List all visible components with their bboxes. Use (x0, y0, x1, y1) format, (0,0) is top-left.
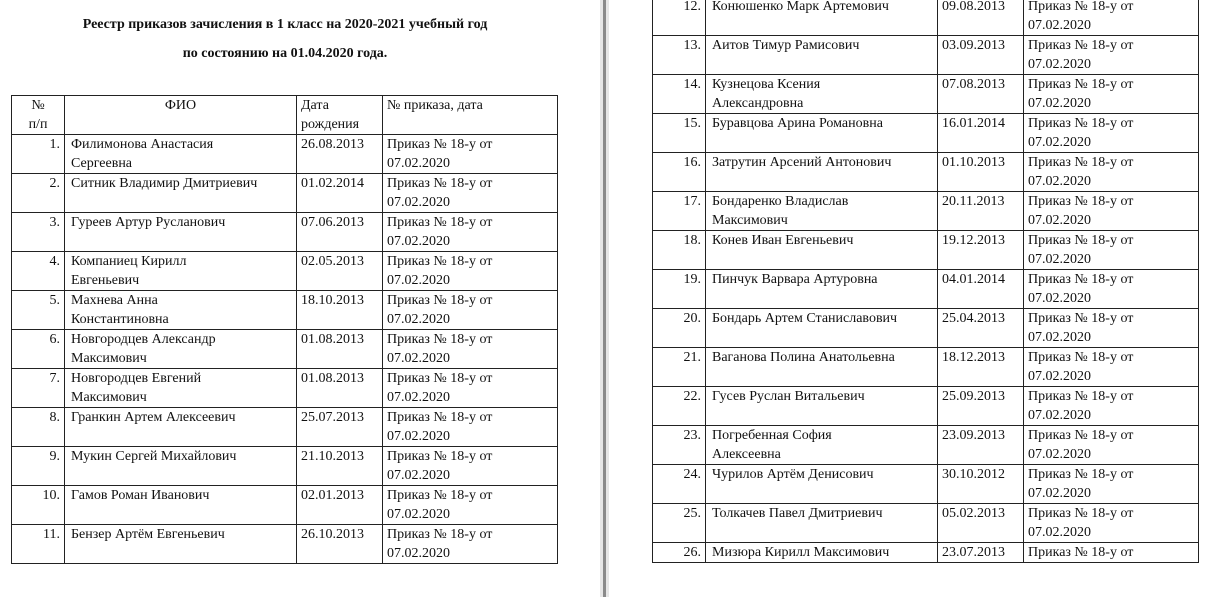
student-name-line: Евгеньевич (71, 273, 140, 288)
order-date: 07.02.2020 (387, 507, 450, 522)
student-name-line: Ваганова Полина Анатольевна (712, 350, 895, 365)
student-name (65, 447, 297, 486)
student-name-line: Чурилов Артём Денисович (712, 467, 874, 482)
birth-date: 01.08.2013 (297, 330, 383, 369)
header-birthdate-line1: Дата (301, 98, 329, 113)
order-number: Приказ № 18-у от (387, 371, 493, 386)
order-reference (1024, 231, 1199, 270)
student-name-line: Александровна (712, 96, 804, 111)
order-number: Приказ № 18-у от (387, 137, 493, 152)
order-number: Приказ № 18-у от (1028, 233, 1134, 248)
student-name-line: Сергеевна (71, 156, 133, 171)
order-date: 07.02.2020 (1028, 369, 1091, 384)
header-number-line1: № (31, 98, 45, 113)
order-reference (383, 291, 558, 330)
student-name-line: Мукин Сергей Михайлович (71, 449, 237, 464)
order-reference (1024, 426, 1199, 465)
student-name-line: Новгородцев Евгений (71, 371, 202, 386)
table-row (653, 153, 1199, 192)
student-name-line: Ситник Владимир Дмитриевич (71, 176, 258, 191)
birth-date: 19.12.2013 (938, 231, 1024, 270)
table-row (653, 387, 1199, 426)
header-birthdate (297, 96, 383, 135)
row-number: 6. (12, 330, 65, 369)
row-number: 10. (12, 486, 65, 525)
table-row (653, 426, 1199, 465)
row-number: 11. (12, 525, 65, 564)
table-row (12, 330, 558, 369)
student-name (65, 408, 297, 447)
student-name-line: Гранкин Артем Алексеевич (71, 410, 236, 425)
order-number: Приказ № 18-у от (387, 293, 493, 308)
birth-date: 21.10.2013 (297, 447, 383, 486)
order-reference (1024, 114, 1199, 153)
order-reference (1024, 387, 1199, 426)
student-name-line: Бензер Артём Евгеньевич (71, 527, 225, 542)
order-reference (1024, 348, 1199, 387)
student-name-line: Максимович (71, 351, 147, 366)
order-date: 07.02.2020 (387, 429, 450, 444)
student-name (706, 543, 938, 563)
row-number: 21. (653, 348, 706, 387)
student-name (65, 252, 297, 291)
order-date: 07.02.2020 (387, 234, 450, 249)
order-date: 07.02.2020 (1028, 135, 1091, 150)
birth-date: 07.06.2013 (297, 213, 383, 252)
page-divider (600, 0, 609, 597)
student-name (706, 75, 938, 114)
order-date: 07.02.2020 (1028, 96, 1091, 111)
row-number: 9. (12, 447, 65, 486)
table-row (12, 525, 558, 564)
table-row (12, 486, 558, 525)
student-name (706, 192, 938, 231)
order-date: 07.02.2020 (387, 546, 450, 561)
birth-date: 18.12.2013 (938, 348, 1024, 387)
table-row (653, 504, 1199, 543)
header-name: ФИО (65, 96, 297, 135)
birth-date: 09.08.2013 (938, 0, 1024, 36)
header-birthdate-line2: рождения (301, 117, 360, 132)
order-number: Приказ № 18-у от (1028, 77, 1134, 92)
birth-date: 16.01.2014 (938, 114, 1024, 153)
order-number: Приказ № 18-у от (1028, 428, 1134, 443)
student-name-line: Максимович (71, 390, 147, 405)
order-date: 07.02.2020 (387, 195, 450, 210)
order-number: Приказ № 18-у от (1028, 389, 1134, 404)
student-name (706, 231, 938, 270)
student-name (65, 291, 297, 330)
birth-date: 05.02.2013 (938, 504, 1024, 543)
student-name-line: Конев Иван Евгеньевич (712, 233, 854, 248)
student-name (706, 426, 938, 465)
row-number: 1. (12, 135, 65, 174)
row-number: 13. (653, 36, 706, 75)
order-reference (383, 447, 558, 486)
student-name-line: Махнева Анна (71, 293, 158, 308)
order-number: Приказ № 18-у от (1028, 467, 1134, 482)
order-reference (383, 135, 558, 174)
table-row (12, 252, 558, 291)
order-number: Приказ № 18-у от (387, 410, 493, 425)
table-row (653, 465, 1199, 504)
order-reference (383, 252, 558, 291)
student-name (706, 348, 938, 387)
birth-date: 25.07.2013 (297, 408, 383, 447)
row-number: 22. (653, 387, 706, 426)
order-date: 07.02.2020 (387, 312, 450, 327)
row-number: 16. (653, 153, 706, 192)
order-date: 07.02.2020 (1028, 57, 1091, 72)
order-date: 07.02.2020 (387, 468, 450, 483)
student-name-line: Конюшенко Марк Артемович (712, 0, 889, 14)
order-number: Приказ № 18-у от (1028, 38, 1134, 53)
student-name (706, 387, 938, 426)
student-name (65, 135, 297, 174)
order-number: Приказ № 18-у от (1028, 545, 1134, 560)
student-name (706, 153, 938, 192)
student-name (65, 486, 297, 525)
student-name-line: Компаниец Кирилл (71, 254, 187, 269)
birth-date: 02.01.2013 (297, 486, 383, 525)
student-name (706, 114, 938, 153)
student-name-line: Бондаренко Владислав (712, 194, 849, 209)
student-name (706, 270, 938, 309)
table-body-right (653, 0, 1199, 563)
order-reference (1024, 153, 1199, 192)
student-name (706, 36, 938, 75)
student-name-line: Бондарь Артем Станиславович (712, 311, 898, 326)
row-number: 2. (12, 174, 65, 213)
order-number: Приказ № 18-у от (387, 449, 493, 464)
order-reference (383, 408, 558, 447)
order-number: Приказ № 18-у от (387, 254, 493, 269)
order-number: Приказ № 18-у от (1028, 194, 1134, 209)
table-header-row (12, 96, 558, 135)
table-body-left (12, 135, 558, 564)
birth-date: 23.09.2013 (938, 426, 1024, 465)
student-name-line: Гамов Роман Иванович (71, 488, 210, 503)
order-date: 07.02.2020 (1028, 408, 1091, 423)
student-name-line: Аитов Тимур Рамисович (712, 38, 860, 53)
order-reference (1024, 36, 1199, 75)
order-reference (1024, 309, 1199, 348)
header-number (12, 96, 65, 135)
student-name-line: Буравцова Арина Романовна (712, 116, 883, 131)
row-number: 26. (653, 543, 706, 563)
order-number: Приказ № 18-у от (387, 215, 493, 230)
order-reference (1024, 465, 1199, 504)
order-reference (383, 369, 558, 408)
order-number: Приказ № 18-у от (1028, 506, 1134, 521)
order-date: 07.02.2020 (1028, 447, 1091, 462)
row-number: 17. (653, 192, 706, 231)
birth-date: 23.07.2013 (938, 543, 1024, 563)
row-number: 18. (653, 231, 706, 270)
table-row (12, 291, 558, 330)
row-number: 15. (653, 114, 706, 153)
row-number: 8. (12, 408, 65, 447)
student-name (706, 465, 938, 504)
birth-date: 18.10.2013 (297, 291, 383, 330)
row-number: 20. (653, 309, 706, 348)
document-subtitle: по состоянию на 01.04.2020 года. (182, 46, 388, 61)
order-reference (1024, 270, 1199, 309)
table-row (12, 408, 558, 447)
order-number: Приказ № 18-у от (1028, 311, 1134, 326)
birth-date: 01.08.2013 (297, 369, 383, 408)
row-number: 3. (12, 213, 65, 252)
student-name (706, 0, 938, 36)
order-date: 07.02.2020 (1028, 525, 1091, 540)
order-date: 07.02.2020 (1028, 330, 1091, 345)
header-order: № приказа, дата (383, 96, 558, 135)
order-number: Приказ № 18-у от (387, 176, 493, 191)
student-name (65, 369, 297, 408)
order-reference (1024, 0, 1199, 36)
student-name (65, 174, 297, 213)
registry-table-right (652, 0, 1199, 563)
table-row (653, 0, 1199, 36)
birth-date: 01.02.2014 (297, 174, 383, 213)
birth-date: 26.10.2013 (297, 525, 383, 564)
order-reference (1024, 504, 1199, 543)
row-number: 7. (12, 369, 65, 408)
order-reference (383, 486, 558, 525)
row-number: 14. (653, 75, 706, 114)
row-number: 19. (653, 270, 706, 309)
student-name (65, 525, 297, 564)
birth-date: 03.09.2013 (938, 36, 1024, 75)
student-name-line: Пинчук Варвара Артуровна (712, 272, 878, 287)
student-name-line: Новгородцев Александр (71, 332, 216, 347)
table-row (653, 543, 1199, 563)
student-name-line: Филимонова Анастасия (71, 137, 214, 152)
order-number: Приказ № 18-у от (1028, 0, 1134, 14)
student-name-line: Максимович (712, 213, 788, 228)
row-number: 5. (12, 291, 65, 330)
order-reference (383, 213, 558, 252)
table-row (12, 174, 558, 213)
table-row (653, 75, 1199, 114)
student-name-line: Алексеевна (712, 447, 781, 462)
order-date: 07.02.2020 (1028, 18, 1091, 33)
student-name-line: Мизюра Кирилл Максимович (712, 545, 890, 560)
birth-date: 20.11.2013 (938, 192, 1024, 231)
order-reference (383, 525, 558, 564)
table-row (653, 270, 1199, 309)
student-name (65, 330, 297, 369)
order-reference (1024, 192, 1199, 231)
table-row (653, 348, 1199, 387)
order-number: Приказ № 18-у от (1028, 116, 1134, 131)
student-name (65, 213, 297, 252)
order-number: Приказ № 18-у от (387, 332, 493, 347)
table-row (12, 447, 558, 486)
row-number: 25. (653, 504, 706, 543)
student-name-line: Гуреев Артур Русланович (71, 215, 226, 230)
table-row (12, 135, 558, 174)
order-number: Приказ № 18-у от (387, 527, 493, 542)
student-name-line: Затрутин Арсений Антонович (712, 155, 892, 170)
order-number: Приказ № 18-у от (387, 488, 493, 503)
birth-date: 04.01.2014 (938, 270, 1024, 309)
birth-date: 25.04.2013 (938, 309, 1024, 348)
document-page-left (0, 0, 600, 597)
student-name-line: Кузнецова Ксения (712, 77, 821, 92)
order-number: Приказ № 18-у от (1028, 350, 1134, 365)
order-reference (1024, 75, 1199, 114)
table-row (653, 36, 1199, 75)
order-reference (383, 330, 558, 369)
order-date: 07.02.2020 (387, 156, 450, 171)
row-number: 24. (653, 465, 706, 504)
order-date: 07.02.2020 (1028, 252, 1091, 267)
order-date: 07.02.2020 (387, 351, 450, 366)
order-number: Приказ № 18-у от (1028, 272, 1134, 287)
birth-date: 30.10.2012 (938, 465, 1024, 504)
row-number: 23. (653, 426, 706, 465)
row-number: 12. (653, 0, 706, 36)
header-number-line2: п/п (28, 117, 48, 132)
order-date: 07.02.2020 (387, 273, 450, 288)
birth-date: 01.10.2013 (938, 153, 1024, 192)
order-date: 07.02.2020 (1028, 213, 1091, 228)
student-name-line: Погребенная София (712, 428, 832, 443)
table-row (12, 369, 558, 408)
order-date: 07.02.2020 (1028, 486, 1091, 501)
student-name (706, 309, 938, 348)
birth-date: 26.08.2013 (297, 135, 383, 174)
registry-table-left (11, 95, 558, 564)
order-number: Приказ № 18-у от (1028, 155, 1134, 170)
student-name (706, 504, 938, 543)
birth-date: 02.05.2013 (297, 252, 383, 291)
birth-date: 07.08.2013 (938, 75, 1024, 114)
table-row (653, 114, 1199, 153)
row-number: 4. (12, 252, 65, 291)
order-date: 07.02.2020 (1028, 291, 1091, 306)
order-date: 07.02.2020 (387, 390, 450, 405)
birth-date: 25.09.2013 (938, 387, 1024, 426)
student-name-line: Толкачев Павел Дмитриевич (712, 506, 883, 521)
order-reference (383, 174, 558, 213)
table-row (653, 231, 1199, 270)
table-row (12, 213, 558, 252)
document-title: Реестр приказов зачисления в 1 класс на 2020-2021 учебный год (82, 17, 488, 32)
order-date: 07.02.2020 (1028, 174, 1091, 189)
table-row (653, 309, 1199, 348)
student-name-line: Константиновна (71, 312, 169, 327)
table-row (653, 192, 1199, 231)
student-name-line: Гусев Руслан Витальевич (712, 389, 865, 404)
order-reference (1024, 543, 1199, 563)
document-page-right (609, 0, 1228, 597)
